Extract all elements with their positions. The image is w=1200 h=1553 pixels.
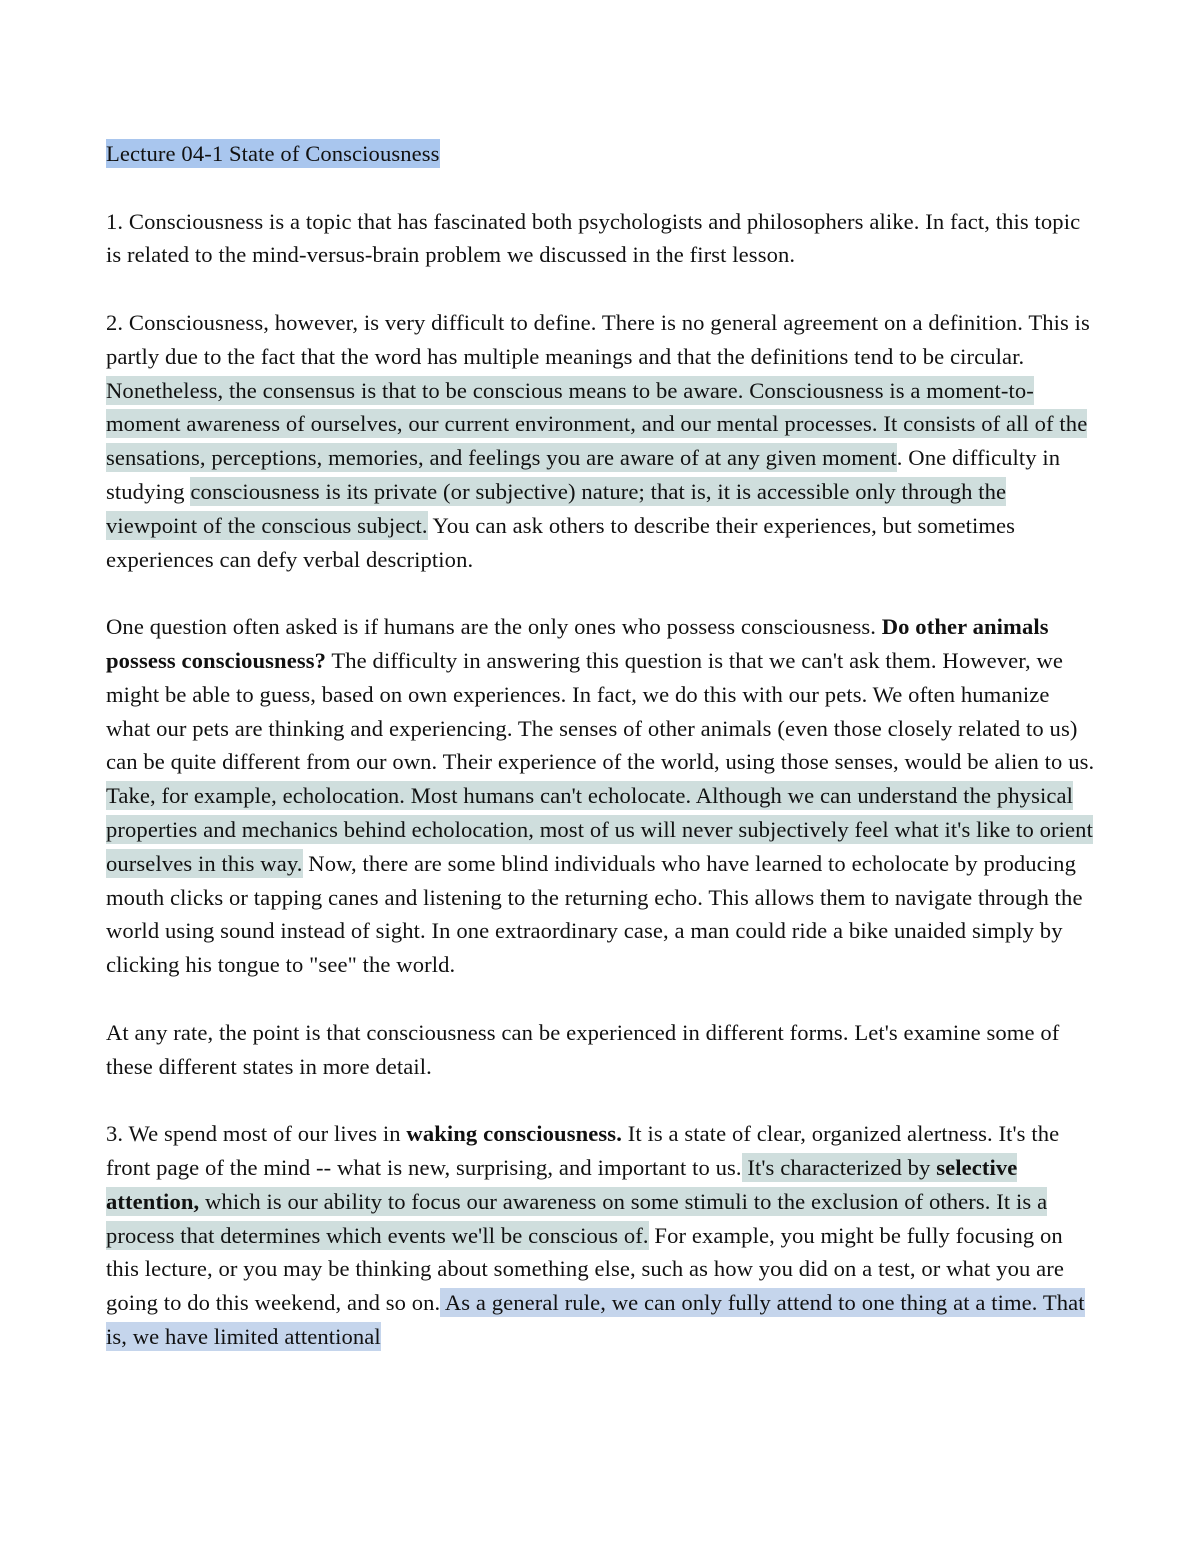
highlight-echolocation: Take, for example, echolocation. Most humans can't echolocate. Although we can understand the physical properties and mechanics behind echolocation, most of us will never subjectively feel what it's like to orient ourselves in this way. xyxy=(106,783,1093,876)
document-title-paragraph xyxy=(106,137,1096,171)
highlight-consensus: Nonetheless, the consensus is that to be conscious means to be aware. xyxy=(106,377,744,403)
bold-selective-attention: selective attention, xyxy=(106,1154,1018,1214)
document-title: Lecture 04-1 State of Consciousness xyxy=(106,141,440,166)
paragraph-5 xyxy=(106,1117,1096,1354)
highlight-private-nature: consciousness is its private (or subjective) nature; that is, it is accessible only through the viewpoint of the conscious subject. xyxy=(106,478,1007,538)
bold-waking-consciousness: waking consciousness. xyxy=(406,1121,622,1147)
highlight-general-rule: As a general rule, we can only fully attend to one thing at a time. xyxy=(440,1290,1038,1316)
highlight-sensations: It consists of all of the sensations, perceptions, memories, and feelings you are aware of at any given moment xyxy=(106,411,1088,471)
paragraph-5-example: For example, you might be fully focusing on this lecture, or you may be thinking about something else, such as how you did on a test, or what you are going to do this weekend, and so on. xyxy=(106,1222,1064,1316)
paragraph-3-closing: Now, there are some blind individuals who have learned to echolocate by producing mouth clicks or tapping canes and listening to the returning echo. This allows them to navigate through the world using sound instead of sight. In one extraordinary case, a man could ride a bike unaided simply by clicking his tongue to "see" the world. xyxy=(106,850,1083,978)
paragraph-5-intro: 3. We spend most of our lives in xyxy=(106,1121,407,1147)
highlight-awareness-definition: Consciousness is a moment-to-moment awareness of ourselves, our current environment, and our mental processes. xyxy=(106,377,1034,437)
paragraph-2 xyxy=(106,306,1096,576)
paragraph-3-intro: One question often asked is if humans are the only ones who possess consciousness. xyxy=(106,614,882,640)
paragraph-2-intro: 2. Consciousness, however, is very difficult to define. There is no general agreement on a definition. This is partly due to the fact that the word has multiple meanings and that the definitions tend to be circular. xyxy=(106,309,1090,369)
paragraph-1: 1. Consciousness is a topic that has fascinated both psychologists and philosophers alike. In fact, this topic is related to the mind-versus-brain problem we discussed in the first lesson. xyxy=(106,208,1081,268)
bold-animals-question: Do other animals possess consciousness? xyxy=(106,614,1049,673)
paragraph-3-body: The difficulty in answering this question is that we can't ask them. However, we might be able to guess, based on own experiences. In fact, we do this with our pets. We often humanize what our pets are thinking and experiencing. The senses of other animals (even those closely related to us) can be quite different from our own. Their experience of the world, using those senses, would be alien to us. xyxy=(106,647,1095,775)
document-body xyxy=(106,137,1096,1387)
paragraph-2-closing: You can ask others to describe their experiences, but sometimes experiences can defy verbal description. xyxy=(106,512,1016,572)
paragraph-2-difficulty: . One difficulty in studying xyxy=(106,445,1061,504)
paragraph-4: At any rate, the point is that consciousness can be experienced in different forms. Let's examine some of these different states in more detail. xyxy=(106,1019,1060,1079)
highlight-selective-attention-start: It's characterized by xyxy=(741,1154,937,1180)
paragraph-3 xyxy=(106,610,1096,982)
paragraph-5-front-page: It is a state of clear, organized alertness. It's the front page of the mind -- what is new, surprising, and important to us. xyxy=(106,1121,1060,1180)
highlight-selective-attention-end: which is our ability to focus our awareness on some stimuli to the exclusion of others. It is a process that determines which events we'll be conscious of. xyxy=(106,1188,1048,1248)
highlight-limited-attention: That is, we have limited attentional xyxy=(106,1290,1085,1349)
